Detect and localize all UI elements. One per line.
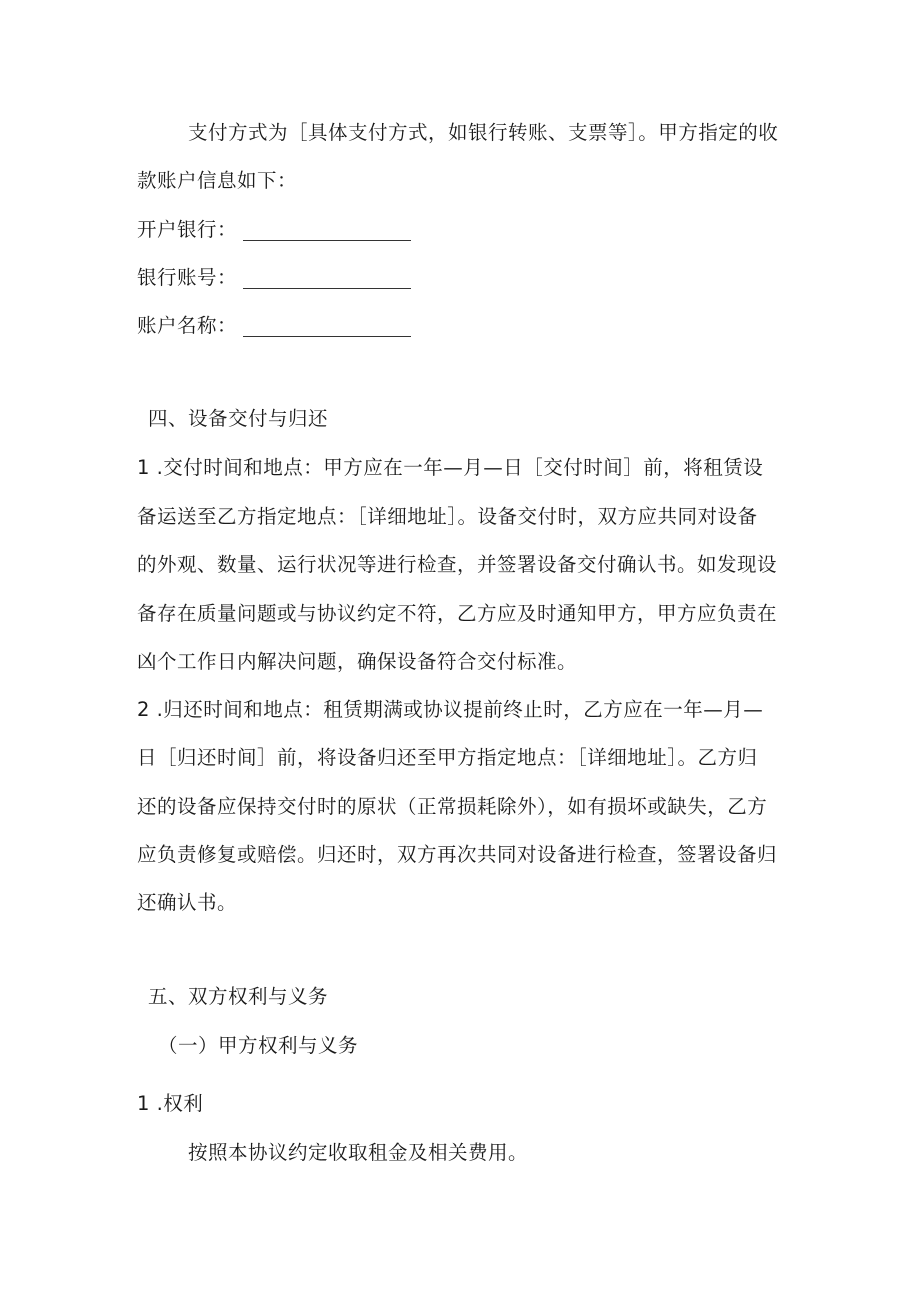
section-4-item-1-line: 备存在质量问题或与协议约定不符，乙方应及时通知甲方，甲方应负责在 xyxy=(137,602,778,625)
section-4-item-2-line: 还的设备应保持交付时的原状（正常损耗除外），如有损坏或缺失，乙方 xyxy=(137,795,768,818)
section-4-item-1-line: 凶个工作日内解决问题，确保设备符合交付标准。 xyxy=(137,650,578,673)
payment-text-line-1: 支付方式为［具体支付方式，如银行转账、支票等］。甲方指定的收 xyxy=(188,121,779,144)
field-label: 账户名称： xyxy=(137,314,238,337)
section-4-item-2-line: 应负责修复或赔偿。归还时，双方再次共同对设备进行检查，签署设备归 xyxy=(137,843,778,866)
section-5-item-1-title: 1 .权利 xyxy=(137,1092,204,1115)
section-4-title: 四、设备交付与归还 xyxy=(148,407,329,430)
field-label: 银行账号： xyxy=(137,266,238,289)
field-account-number xyxy=(137,266,243,290)
field-account-name xyxy=(137,314,243,338)
section-5-item-1-text: 按照本协议约定收取租金及相关费用。 xyxy=(188,1141,529,1164)
blank-line xyxy=(243,240,411,241)
field-bank-name xyxy=(137,218,243,242)
section-4-item-1-line: 的外观、数量、运行状况等进行检查，并签署设备交付确认书。如发现设 xyxy=(137,553,778,576)
section-4-item-1-line: 1 .交付时间和地点：甲方应在一年—月—日［交付时间］前，将租赁设 xyxy=(137,456,764,479)
blank-line xyxy=(243,288,411,289)
section-4-item-2-line: 日［归还时间］前，将设备归还至甲方指定地点：［详细地址］。乙方归 xyxy=(137,746,758,769)
section-4-item-2-line: 2 .归还时间和地点：租赁期满或协议提前终止时，乙方应在一年—月— xyxy=(137,698,764,721)
section-4-item-1-line: 备运送至乙方指定地点：［详细地址］。设备交付时，双方应共同对设备 xyxy=(137,505,758,528)
section-5-subtitle: （一）甲方权利与义务 xyxy=(158,1034,359,1057)
section-4-item-2-line: 还确认书。 xyxy=(137,891,238,914)
field-label: 开户银行： xyxy=(137,218,238,241)
section-5-title: 五、双方权利与义务 xyxy=(148,985,329,1008)
blank-line xyxy=(243,336,411,337)
payment-text-line-2: 款账户信息如下： xyxy=(137,169,298,192)
